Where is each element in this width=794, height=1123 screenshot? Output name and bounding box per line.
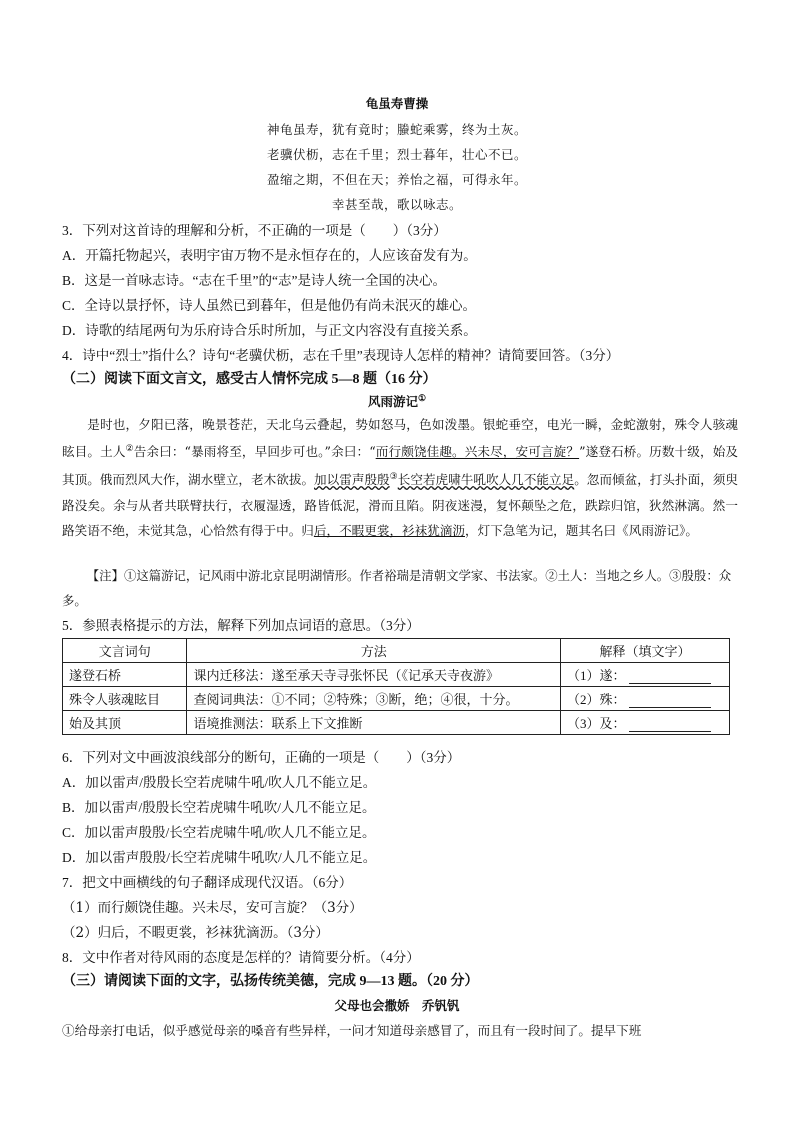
answer-cell [560, 711, 729, 735]
passage-text-2: 告余曰：“暴雨将至，早回步可也。”余曰：“ [133, 444, 376, 460]
poem-line-2: 老骥伏枥，志在千里；烈士暮年，壮心不已。 [266, 147, 527, 162]
passage-text-1: 是时也，夕阳已落，晚景苍茫，天北乌云叠起，势如怒马，色如泼墨。银蛇垂空，电光一瞬，金蛇激射，殊令人骇魂眩目。土人 [62, 417, 738, 460]
table-header-cell: 解释（填文字） [560, 639, 729, 663]
poem-line-4: 幸甚至哉，歌以咏志。 [331, 197, 462, 212]
table-cell: 遂登石桥 [63, 663, 187, 687]
footnote-mark-2: ② [125, 444, 134, 455]
passage-note: 【注】①这篇游记，记风雨中游北京昆明湖情形。作者裕瑞是清朝文学家、书法家。②土人：当地之乡人。③殷殷：众多。 [62, 568, 732, 608]
table-cell: 语境推测法：联系上下文推断 [187, 711, 560, 735]
question-6-option-a: A．加以雷声/殷殷长空若虎啸牛吼/吹人几不能立足。 [62, 775, 377, 790]
table-header-row [63, 639, 730, 663]
table-header-cell: 方法 [187, 639, 560, 663]
answer-cell [560, 687, 729, 711]
passage-body [62, 412, 738, 543]
answer-label: （2）殊： [566, 692, 626, 707]
table-header-cell: 文言词句 [63, 639, 187, 663]
question-7-sentence-2: （2）归后，不暇更裳，衫袜犹滴沥。（3分） [62, 925, 329, 941]
answer-label: （1）遂： [566, 668, 626, 683]
passage-title-text: 风雨游记 [367, 394, 418, 409]
passage-text-5: ，灯下急笔为记，题其名曰《风雨游记》。 [465, 523, 698, 538]
question-5-table [62, 638, 730, 735]
passage-text-3: ”遂登石桥。历数十级，始及其顶。俄而烈风大作，湖水壁立，老木欲拔。 [62, 444, 739, 488]
poem-title: 龟虽寿曹操 [365, 96, 429, 111]
question-5-stem: 5．参照表格提示的方法，解释下列加点词语的意思。（3分） [62, 618, 420, 633]
question-3-option-a: A．开篇托物起兴，表明宇宙万物不是永恒存在的，人应该奋发有为。 [62, 248, 477, 263]
article-paragraph-1: ①给母亲打电话，似乎感觉母亲的嗓音有些异样，一问才知道母亲感冒了，而且有一段时间了。提早下班 [62, 1023, 642, 1038]
question-3-option-c: C．全诗以景抒怀，诗人虽然已到暮年，但是他仍有尚未泯灭的雄心。 [62, 298, 477, 313]
table-cell: 始及其顶 [63, 711, 187, 735]
question-8: 8．文中作者对待风雨的态度是怎样的？请简要分析。（4分） [62, 950, 420, 965]
answer-blank[interactable] [629, 695, 711, 708]
passage-title-footnote: ① [417, 393, 427, 404]
wavy-segment-1: 加以雷声殷殷 [314, 472, 390, 488]
question-7-stem: 7．把文中画横线的句子翻译成现代汉语。（6分） [62, 875, 353, 890]
question-3-option-d: D．诗歌的结尾两句为乐府诗合乐时所加，与正文内容没有直接关系。 [62, 323, 477, 338]
poem-line-3: 盈缩之期，不但在天；养怡之福，可得永年。 [266, 172, 527, 187]
poem-line-1: 神龟虽寿，犹有竟时；螣蛇乘雾，终为土灰。 [266, 122, 527, 137]
underlined-sentence-2: 后，不暇更裳，衫袜犹滴沥 [313, 523, 465, 538]
table-row [63, 663, 730, 687]
question-7-sentence-1: （1）而行颇饶佳趣。兴未尽，安可言旋？（3分） [62, 900, 363, 916]
wavy-segment-2: 长空若虎啸牛吼吹人几不能立足 [397, 472, 575, 488]
question-3-stem: 3．下列对这首诗的理解和分析，不正确的一项是（ ）（3分） [62, 223, 447, 238]
section-2-heading: （二）阅读下面文言文，感受古人情怀完成 5—8 题（16 分） [62, 372, 437, 387]
answer-label: （3）及： [566, 716, 626, 731]
question-4: 4．诗中“烈士”指什么？诗句“老骥伏枥，志在千里”表现诗人怎样的精神？请简要回答。（3分） [62, 348, 620, 363]
question-6-stem: 6．下列对文中画波浪线部分的断句，正确的一项是（ ）（3分） [62, 750, 461, 765]
table-row [63, 711, 730, 735]
underlined-sentence-1: 而行颇饶佳趣。兴未尽，安可言旋？ [375, 444, 580, 460]
answer-blank[interactable] [629, 719, 711, 732]
article-title: 父母也会撒娇 乔钒钒 [334, 998, 460, 1013]
footnote-mark-3: ③ [389, 472, 398, 482]
question-6-option-c: C．加以雷声殷殷/长空若虎啸牛吼/吹人几不能立足。 [62, 825, 376, 840]
section-3-heading: （三）请阅读下面的文字，弘扬传统美德，完成 9—13 题。（20 分） [62, 974, 479, 989]
table-cell: 课内迁移法：遂至承天寺寻张怀民（《记承天寺夜游》 [187, 663, 560, 687]
answer-blank[interactable] [629, 671, 711, 684]
passage-text-4: 。忽而倾盆，打头扑面，须臾路没矣。余与从者共联臂扶行，衣履湿透，路皆低泥，滑而且陷。阴夜迷漫，复怀颠坠之危，跌踪归馆，狄然淋漓。然一路笑语不绝，未觉其急，心恰然有得于中。归 [62, 472, 739, 538]
table-cell: 查阅词典法：①不同；②特殊；③断，绝；④很，十分。 [187, 687, 560, 711]
question-3-option-b: B．这是一首咏志诗。“志在千里”的“志”是诗人统一全国的决心。 [62, 273, 446, 288]
question-6-option-d: D．加以雷声殷殷/长空若虎啸牛吼吹/人几不能立足。 [62, 850, 377, 865]
answer-cell [560, 663, 729, 687]
question-6-option-b: B．加以雷声/殷殷长空若虎啸牛吼吹/人几不能立足。 [62, 800, 376, 815]
table-row [63, 687, 730, 711]
passage-title [0, 392, 794, 410]
table-cell: 殊令人骇魂眩目 [63, 687, 187, 711]
